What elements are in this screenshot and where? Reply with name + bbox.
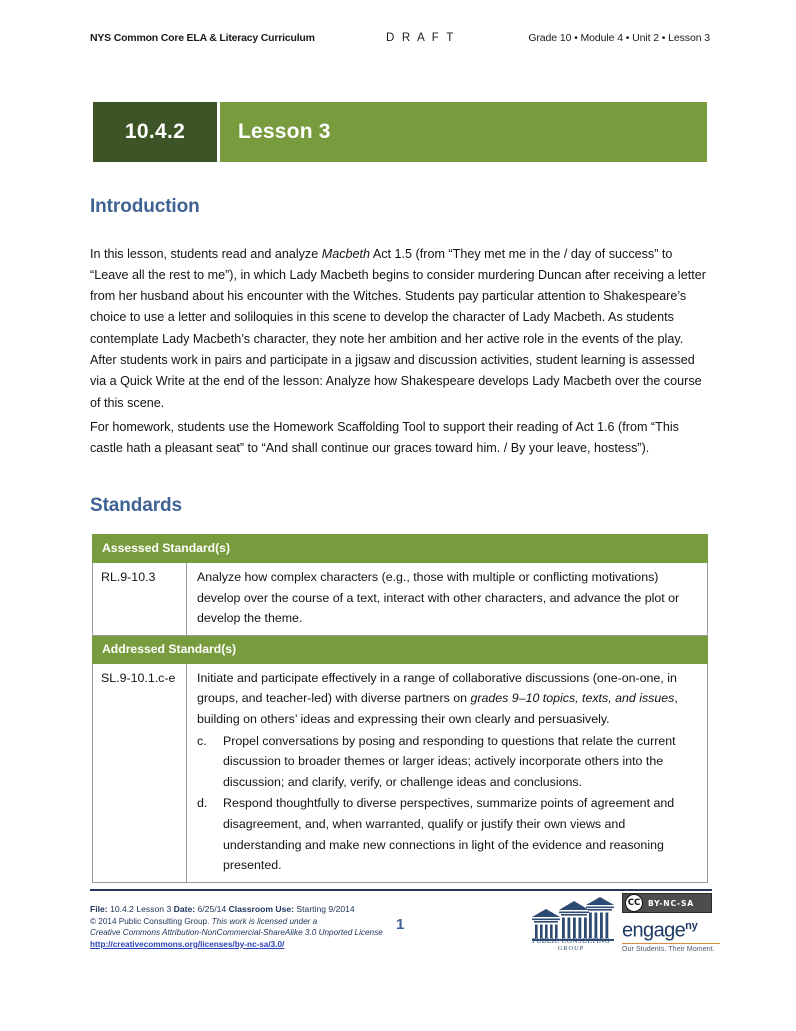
assessed-standards-header: Assessed Standard(s) xyxy=(93,535,708,563)
sub-item-marker: c. xyxy=(197,733,207,748)
footer-logos xyxy=(528,893,724,965)
lesson-title-banner xyxy=(93,102,707,162)
grade-module-unit-lesson: Grade 10 • Module 4 • Unit 2 • Lesson 3 xyxy=(528,32,710,44)
page-number: 1 xyxy=(396,916,405,933)
license-italic-line-2: Creative Commons Attribution-NonCommercial-ShareAlike 3.0 Unported License xyxy=(90,928,383,938)
introduction-paragraph xyxy=(90,244,712,414)
classroom-use-label: Classroom Use: xyxy=(228,904,295,914)
intro-text-part-2: Act 1.5 (from “They met me in the / day of success” to “Leave all the rest to me”), in which Lady Macbeth begins to consider murdering Duncan after receiving a letter from her husband about his encounter with the Witches. Students pay particular attention to Shakespeare’s choice to use a letter and soliloquies in this scene to develop the character of Lady Macbeth. As students contemplate Lady Macbeth’s character, they note her ambition and her active role in the events of the play. After students work in pairs and participate in a jigsaw and discussion activities, student learning is assessed via a Quick Write at the end of the lesson: Analyze how Shakespeare develops Lady Macbeth over the course of this scene. xyxy=(90,246,707,410)
intro-text-part-1: In this lesson, students read and analyze xyxy=(90,246,322,261)
grades-topics-italic: grades 9–10 topics, texts, and issues xyxy=(470,691,675,706)
standards-table xyxy=(92,534,708,883)
pcg-wordmark xyxy=(528,937,614,953)
homework-paragraph: For homework, students use the Homework Scaffolding Tool to support their reading of Act 1.6 (from “This castle hath a pleasant seat” to “And shall continue our graces toward him. / By your leave, hostess”). xyxy=(90,419,679,455)
table-row xyxy=(93,535,708,563)
table-row xyxy=(93,663,708,882)
introduction-heading: Introduction xyxy=(90,196,200,217)
footer-metadata xyxy=(90,904,390,950)
standard-sub-items xyxy=(197,731,693,876)
assessed-standard-text: Analyze how complex characters (e.g., those with multiple or conflicting motivations) develop over the course of a text, interact with other characters, and advance the plot or develop the theme. xyxy=(187,563,708,636)
engage-ny-superscript: ny xyxy=(685,920,698,932)
classroom-use-value: Starting 9/2014 xyxy=(296,904,355,914)
date-value: 6/25/14 xyxy=(197,904,227,914)
cc-icon: CC xyxy=(625,894,643,912)
assessed-standard-code: RL.9-10.3 xyxy=(93,563,187,636)
engage-wordmark xyxy=(622,916,724,942)
sub-item-text: Respond thoughtfully to diverse perspectives, summarize points of agreement and disagreement, and, when warranted, qualify or justify their own views and understanding and make new connections in light of the evidence and reasoning presented. xyxy=(223,796,675,873)
list-item xyxy=(197,731,693,793)
table-row xyxy=(93,635,708,663)
public-consulting-group-logo xyxy=(528,895,614,963)
running-header xyxy=(90,32,710,44)
creative-commons-badge xyxy=(622,893,712,913)
copyright-text: © 2014 Public Consulting Group. xyxy=(90,916,212,926)
addressed-standard-code: SL.9-10.1.c-e xyxy=(93,663,187,882)
curriculum-name: NYS Common Core ELA & Literacy Curriculum xyxy=(90,32,315,44)
file-value: 10.4.2 Lesson 3 xyxy=(110,904,172,914)
draft-watermark-text: D R A F T xyxy=(386,32,456,44)
engage-text: engage xyxy=(622,919,686,942)
macbeth-title-italic: Macbeth xyxy=(321,246,371,261)
engage-divider xyxy=(622,943,720,944)
table-row xyxy=(93,563,708,636)
pcg-name-line-2: GROUP xyxy=(557,945,585,952)
addressed-standards-header: Addressed Standard(s) xyxy=(93,635,708,663)
cc-license-text: BY-NC-SA xyxy=(648,898,694,908)
addressed-text-part-1: Initiate and participate effectively in a range of collaborative discussions (one-on-one, in groups, and teacher-led) with diverse partners on xyxy=(197,670,677,706)
lesson-title: Lesson 3 xyxy=(217,102,707,162)
addressed-text-part-2: , building on others’ ideas and expressing their own clearly and persuasively. xyxy=(197,691,678,726)
file-label: File: xyxy=(90,904,108,914)
lesson-code: 10.4.2 xyxy=(93,102,217,162)
addressed-standard-text xyxy=(187,663,708,882)
license-italic-line-1: This work is licensed under a xyxy=(211,916,318,926)
sub-item-marker: d. xyxy=(197,796,208,811)
engage-tagline: Our Students. Their Moment. xyxy=(622,946,715,954)
pcg-name-line-1: PUBLIC CONSULTING xyxy=(531,936,611,945)
date-label: Date: xyxy=(173,904,196,914)
list-item xyxy=(197,793,693,875)
creative-commons-link[interactable]: http://creativecommons.org/licenses/by-nc-sa/3.0/ xyxy=(90,939,285,949)
footer-file-line xyxy=(90,904,390,916)
standards-heading: Standards xyxy=(90,495,183,516)
sub-item-text: Propel conversations by posing and responding to questions that relate the current discussion to broader themes or larger ideas; actively incorporate others into the discussion; and clarify, verify, or challenge ideas and conclusions. xyxy=(223,733,676,789)
footer-copyright-line xyxy=(90,916,390,928)
engageny-logo xyxy=(622,893,724,953)
footer-divider xyxy=(90,889,712,891)
